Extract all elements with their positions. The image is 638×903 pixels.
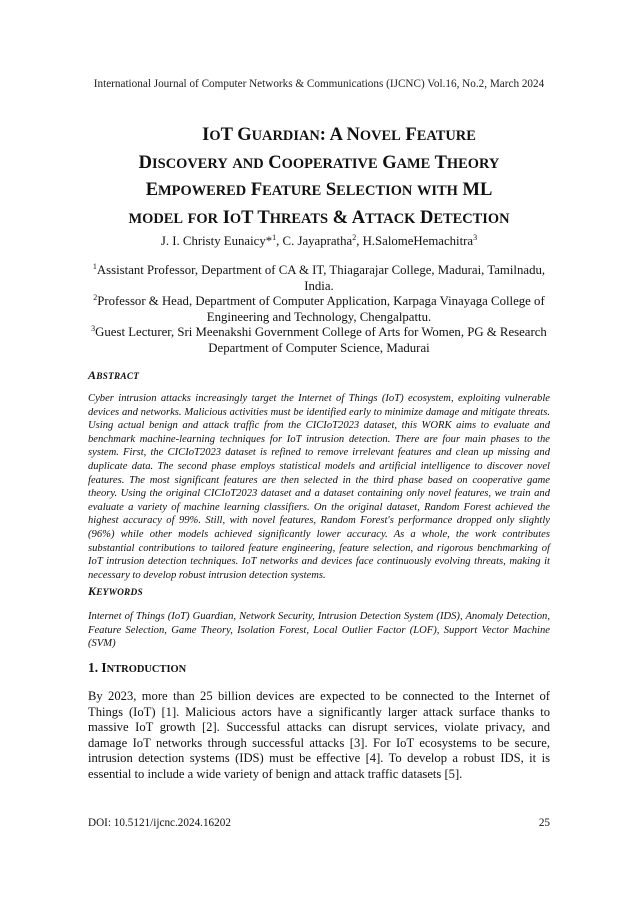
affiliation-3-mark: 3 — [91, 324, 96, 333]
affiliation-2 — [88, 294, 550, 325]
author-list — [0, 234, 638, 249]
author-separator: , — [276, 234, 283, 248]
title-line-1: IOT GUARDIAN: A NOVEL FEATURE — [202, 125, 476, 145]
page-number: 25 — [538, 817, 550, 829]
affiliation-1-text: Assistant Professor, Department of CA & IT, Thiagarajar College, Madurai, Tamilnadu, India. — [96, 263, 546, 293]
affiliation-2-text: Professor & Head, Department of Computer Application, Karpaga Vinayaga College of Engineering and Technology, Chengalpattu. — [97, 294, 545, 324]
author-3: H.SalomeHemachitra — [362, 234, 474, 248]
paper-title — [80, 122, 558, 232]
keywords-heading: KEYWORDS — [88, 584, 143, 598]
abstract-heading: ABSTRACT — [88, 368, 140, 382]
title-line-4: MODEL FOR IOT THREATS & ATTACK DETECTION — [128, 207, 510, 228]
introduction-text: By 2023, more than 25 billion devices are expected to be connected to the Internet of Things (IoT) [1]. Malicious actors have a significantly larger attack surface thanks to massive IoT growth [2]. Successful attacks can disrupt services, violate privacy, and damage IoT networks through successful attacks [3]. For IoT ecosystems to be secure, intrusion detection systems (IDS) must be effective [4]. To develop a robust IDS, it is essential to include a wide variety of benign and attack traffic datasets [5]. — [88, 689, 550, 781]
affiliation-1-mark: 1 — [92, 262, 97, 271]
running-header: International Journal of Computer Networks & Communications (IJCNC) Vol.16, No.2, March 2024 — [93, 78, 545, 90]
abstract-text: Cyber intrusion attacks increasingly target the Internet of Things (IoT) ecosystem, exploiting vulnerable devices and networks. Malicious activities must be identified early to minimize damage and mitigate threats. Using actual benign and attack traffic from the CICIoT2023 dataset, this WORK aims to evaluate and benchmark machine-learning techniques for IoT intrusion detection. There are four main phases to the system. First, the CICIoT2023 dataset is refined to remove irrelevant features and clean up missing and duplicate data. The second phase employs statistical models and artificial intelligence to discover novel features. The most significant features are then selected in the third phase based on cooperative game theory. Using the original CICIoT2023 dataset and a dataset containing only novel features, we train and evaluate a variety of machine learning classifiers. On the original dataset, Random Forest achieved the highest accuracy of 99%. Still, with novel features, Random Forest's performance dropped only slightly (96%) while other models achieved significantly lower accuracy. As a whole, the work contributes substantial contributions to tailored feature engineering, feature selection, and rigorous benchmarking of IoT intrusion detection techniques. IoT networks and devices face continuously evolving threats, making it necessary to develop robust intrusion detection systems. — [88, 393, 550, 581]
author-2-affil-mark: 2 — [352, 233, 357, 242]
title-line-2: DISCOVERY AND COOPERATIVE GAME THEORY — [138, 152, 500, 173]
author-1: J. I. Christy Eunaicy* — [160, 234, 273, 248]
affiliation-3 — [88, 325, 550, 356]
author-2: C. Jayapratha — [282, 234, 353, 248]
author-separator: , — [356, 234, 363, 248]
title-line-3: EMPOWERED FEATURE SELECTION WITH ML — [145, 180, 493, 200]
author-1-affil-mark: 1 — [272, 233, 277, 242]
affiliation-2-mark: 2 — [93, 293, 98, 302]
footer-doi: DOI: 10.5121/ijcnc.2024.16202 — [88, 817, 231, 829]
affiliation-1 — [88, 263, 550, 294]
introduction-heading: 1. INTRODUCTION — [88, 660, 187, 675]
author-3-affil-mark: 3 — [473, 233, 478, 242]
affiliation-3-text: Guest Lecturer, Sri Meenakshi Government College of Arts for Women, PG & Research Department of Computer Science, Madurai — [95, 325, 547, 355]
keywords-text: Internet of Things (IoT) Guardian, Network Security, Intrusion Detection System (IDS), Anomaly Detection, Feature Selection, Game Theory, Isolation Forest, Local Outlier Factor (LOF), Support Vector Machine (SVM) — [88, 611, 550, 650]
